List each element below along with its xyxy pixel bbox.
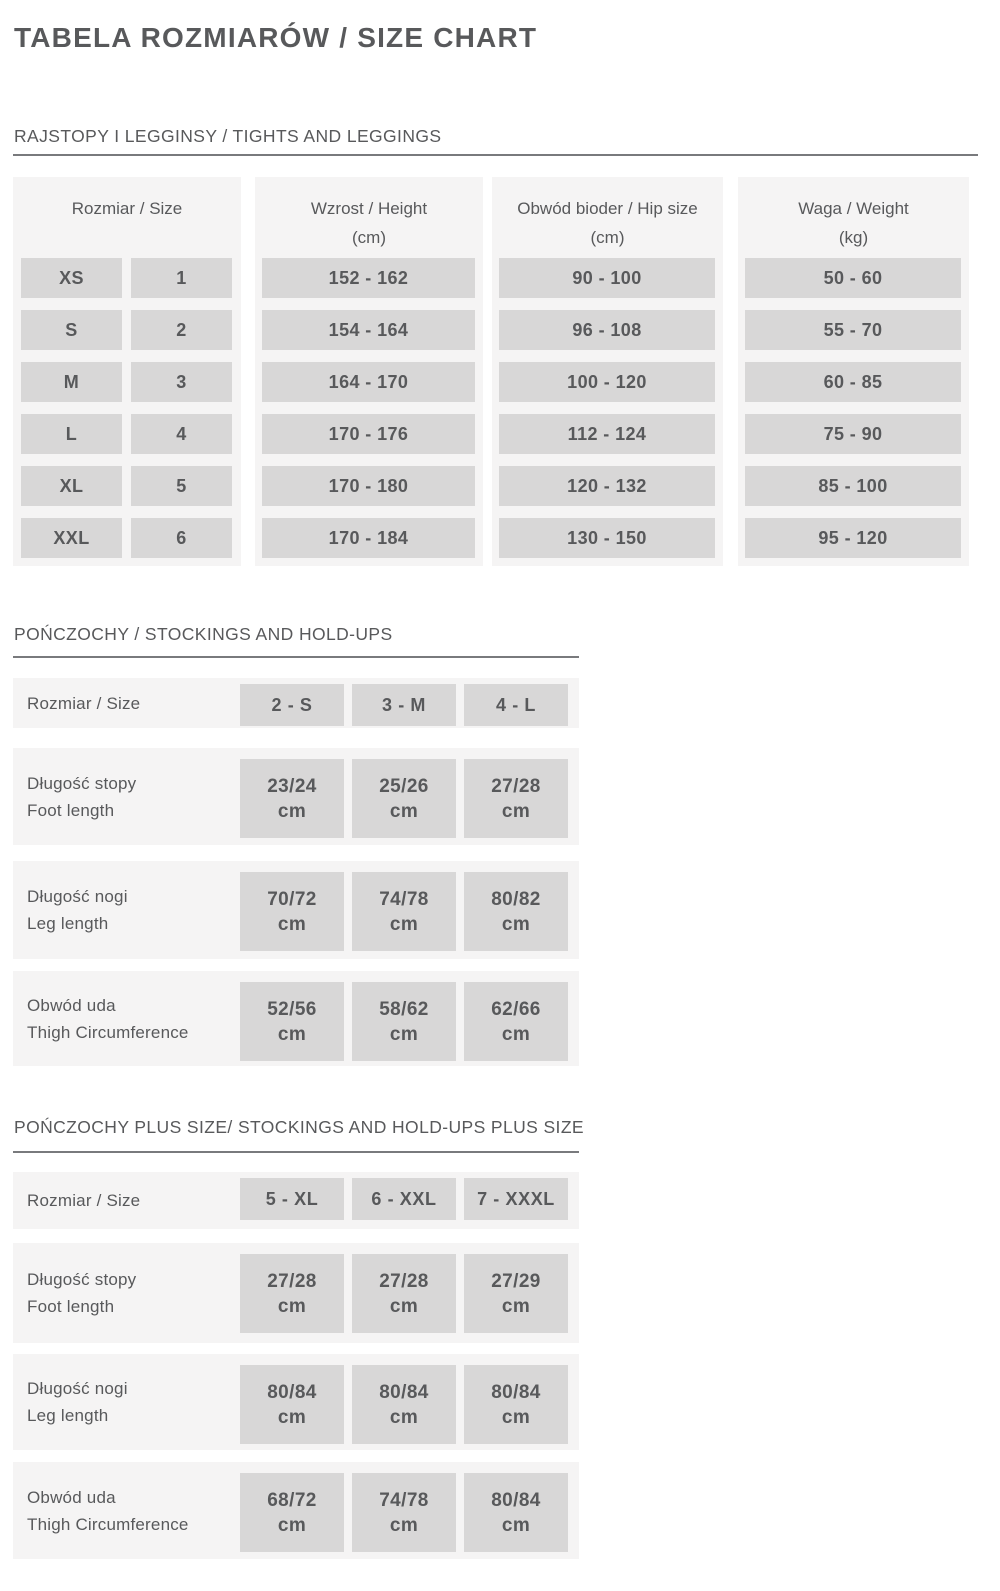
tights-size-cell: XS <box>21 258 122 298</box>
stockings-plus-size-row <box>13 1172 579 1229</box>
stockings-leg-length-row <box>13 861 579 959</box>
tights-size-cell: XXL <box>21 518 122 558</box>
cell-value: 52/56 <box>267 998 317 1020</box>
stockings-foot-length-cell <box>240 759 344 838</box>
cell-unit: cm <box>501 800 531 822</box>
cell-value: 80/84 <box>267 1381 317 1403</box>
section-rule-tights <box>13 154 978 156</box>
section-title-tights: RAJSTOPY I LEGGINSY / TIGHTS AND LEGGINGS <box>14 126 442 146</box>
row-label-en: Foot length <box>27 1297 115 1316</box>
stockings-foot-length-cell <box>464 759 568 838</box>
stockings-leg-length-cell <box>240 872 344 951</box>
tights-hip-column <box>492 177 723 566</box>
tights-height-cell: 152 - 162 <box>262 258 475 298</box>
stockings-plus-size-row-label: Rozmiar / Size <box>27 1191 141 1210</box>
tights-weight-cell: 75 - 90 <box>745 414 961 454</box>
cell-unit: cm <box>277 1406 307 1428</box>
tights-hip-header-line1: Obwód bioder / Hip size <box>517 199 698 218</box>
tights-hip-header <box>492 194 723 252</box>
stockings-foot-length-row <box>13 748 579 845</box>
stockings-plus-foot-length-label <box>27 1243 136 1343</box>
tights-size-header: Rozmiar / Size <box>71 199 183 218</box>
stockings-plus-size-cell: 5 - XL <box>240 1178 344 1220</box>
stockings-plus-leg-length-cell <box>464 1365 568 1444</box>
cell-unit: cm <box>389 1023 419 1045</box>
row-label-en: Foot length <box>27 800 115 820</box>
stockings-size-cell: 4 - L <box>464 684 568 726</box>
tights-hip-cell: 120 - 132 <box>499 466 715 506</box>
cell-value: 27/29 <box>491 1270 541 1292</box>
tights-height-header-line1: Wzrost / Height <box>310 199 428 218</box>
cell-value: 80/84 <box>491 1381 541 1403</box>
tights-weight-cell: 85 - 100 <box>745 466 961 506</box>
tights-hip-cell: 100 - 120 <box>499 362 715 402</box>
stockings-foot-length-label <box>27 748 136 845</box>
section-rule-stockings <box>13 656 579 658</box>
stockings-plus-size-cell: 7 - XXXL <box>464 1178 568 1220</box>
stockings-plus-thigh-label <box>27 1462 189 1559</box>
cell-value: 80/82 <box>491 888 541 910</box>
cell-value: 23/24 <box>267 775 317 797</box>
row-label-pl: Obwód uda <box>27 1487 116 1507</box>
stockings-plus-leg-length-label <box>27 1354 128 1450</box>
stockings-leg-length-cell <box>464 872 568 951</box>
tights-height-cell: 164 - 170 <box>262 362 475 402</box>
cell-value: 74/78 <box>379 1489 429 1511</box>
cell-value: 70/72 <box>267 888 317 910</box>
section-title-stockings-plus: POŃCZOCHY PLUS SIZE/ STOCKINGS AND HOLD-UPS PLUS SIZE <box>14 1117 584 1137</box>
tights-height-cell: 170 - 184 <box>262 518 475 558</box>
tights-height-column <box>255 177 483 566</box>
stockings-thigh-label <box>27 971 189 1066</box>
tights-size-code-cell: 1 <box>131 258 232 298</box>
stockings-size-row-label: Rozmiar / Size <box>27 693 141 713</box>
tights-size-code-cell: 5 <box>131 466 232 506</box>
stockings-thigh-cell <box>352 982 456 1061</box>
cell-value: 62/66 <box>491 998 541 1020</box>
tights-size-column <box>13 177 241 566</box>
cell-unit: cm <box>501 1023 531 1045</box>
section-rule-stockings-plus <box>13 1151 579 1153</box>
row-label-en: Thigh Circumference <box>27 1514 189 1534</box>
tights-hip-cell: 112 - 124 <box>499 414 715 454</box>
cell-unit: cm <box>277 1295 307 1317</box>
tights-height-header <box>255 194 483 252</box>
cell-unit: cm <box>389 800 419 822</box>
stockings-leg-length-label <box>27 861 128 959</box>
tights-height-cell: 154 - 164 <box>262 310 475 350</box>
cell-unit: cm <box>277 1514 307 1536</box>
cell-value: 68/72 <box>267 1489 317 1511</box>
tights-size-code-cell: 4 <box>131 414 232 454</box>
stockings-plus-size-cell: 6 - XXL <box>352 1178 456 1220</box>
tights-size-code-cell: 3 <box>131 362 232 402</box>
stockings-thigh-cell <box>240 982 344 1061</box>
tights-weight-cell: 55 - 70 <box>745 310 961 350</box>
cell-value: 74/78 <box>379 888 429 910</box>
cell-value: 27/28 <box>491 775 541 797</box>
tights-height-cell: 170 - 180 <box>262 466 475 506</box>
stockings-plus-leg-length-cell <box>240 1365 344 1444</box>
stockings-plus-leg-length-cell <box>352 1365 456 1444</box>
row-label-pl: Długość stopy <box>27 1270 137 1289</box>
cell-unit: cm <box>277 1023 307 1045</box>
tights-size-cell: L <box>21 414 122 454</box>
tights-height-cell: 170 - 176 <box>262 414 475 454</box>
tights-weight-cell: 95 - 120 <box>745 518 961 558</box>
cell-value: 25/26 <box>379 775 429 797</box>
tights-size-code-cell: 2 <box>131 310 232 350</box>
cell-unit: cm <box>501 1295 531 1317</box>
stockings-plus-foot-length-row <box>13 1243 579 1343</box>
tights-size-cell: S <box>21 310 122 350</box>
stockings-plus-foot-length-cell <box>240 1254 344 1333</box>
row-label-pl: Obwód uda <box>27 995 116 1015</box>
tights-hip-cell: 90 - 100 <box>499 258 715 298</box>
cell-unit: cm <box>389 1514 419 1536</box>
cell-value: 80/84 <box>491 1489 541 1511</box>
stockings-plus-thigh-cell <box>464 1473 568 1552</box>
tights-size-code-cell: 6 <box>131 518 232 558</box>
row-label-pl: Długość nogi <box>27 887 128 906</box>
cell-unit: cm <box>501 1406 531 1428</box>
cell-unit: cm <box>389 1295 419 1317</box>
tights-hip-cell: 96 - 108 <box>499 310 715 350</box>
stockings-plus-foot-length-cell <box>464 1254 568 1333</box>
cell-value: 27/28 <box>267 1270 317 1292</box>
tights-weight-cell: 50 - 60 <box>745 258 961 298</box>
page-title: TABELA ROZMIARÓW / SIZE CHART <box>14 22 538 53</box>
stockings-foot-length-cell <box>352 759 456 838</box>
stockings-thigh-cell <box>464 982 568 1061</box>
cell-value: 80/84 <box>379 1381 429 1403</box>
tights-weight-header-unit: (kg) <box>838 228 869 247</box>
cell-unit: cm <box>389 913 419 935</box>
cell-unit: cm <box>277 913 307 935</box>
tights-size-cell: XL <box>21 466 122 506</box>
stockings-plus-leg-length-row <box>13 1354 579 1450</box>
cell-unit: cm <box>501 913 531 935</box>
stockings-size-cell: 3 - M <box>352 684 456 726</box>
cell-value: 27/28 <box>379 1270 429 1292</box>
stockings-size-row <box>13 678 579 728</box>
row-label-en: Leg length <box>27 1406 109 1425</box>
row-label-pl: Długość stopy <box>27 773 137 793</box>
stockings-plus-thigh-cell <box>352 1473 456 1552</box>
section-title-stockings: POŃCZOCHY / STOCKINGS AND HOLD-UPS <box>14 624 393 644</box>
tights-hip-cell: 130 - 150 <box>499 518 715 558</box>
cell-unit: cm <box>501 1514 531 1536</box>
row-label-en: Thigh Circumference <box>27 1022 189 1042</box>
stockings-plus-thigh-cell <box>240 1473 344 1552</box>
stockings-leg-length-cell <box>352 872 456 951</box>
tights-weight-header <box>738 194 969 252</box>
cell-value: 58/62 <box>379 998 429 1020</box>
stockings-thigh-row <box>13 971 579 1066</box>
tights-weight-column <box>738 177 969 566</box>
tights-weight-cell: 60 - 85 <box>745 362 961 402</box>
tights-size-cell: M <box>21 362 122 402</box>
tights-hip-header-unit: (cm) <box>590 228 625 247</box>
tights-height-header-unit: (cm) <box>352 228 386 247</box>
tights-weight-header-line1: Waga / Weight <box>798 199 909 218</box>
stockings-size-cell: 2 - S <box>240 684 344 726</box>
cell-unit: cm <box>277 800 307 822</box>
stockings-plus-thigh-row <box>13 1462 579 1559</box>
row-label-en: Leg length <box>27 914 109 933</box>
row-label-pl: Długość nogi <box>27 1379 128 1398</box>
stockings-plus-foot-length-cell <box>352 1254 456 1333</box>
cell-unit: cm <box>389 1406 419 1428</box>
